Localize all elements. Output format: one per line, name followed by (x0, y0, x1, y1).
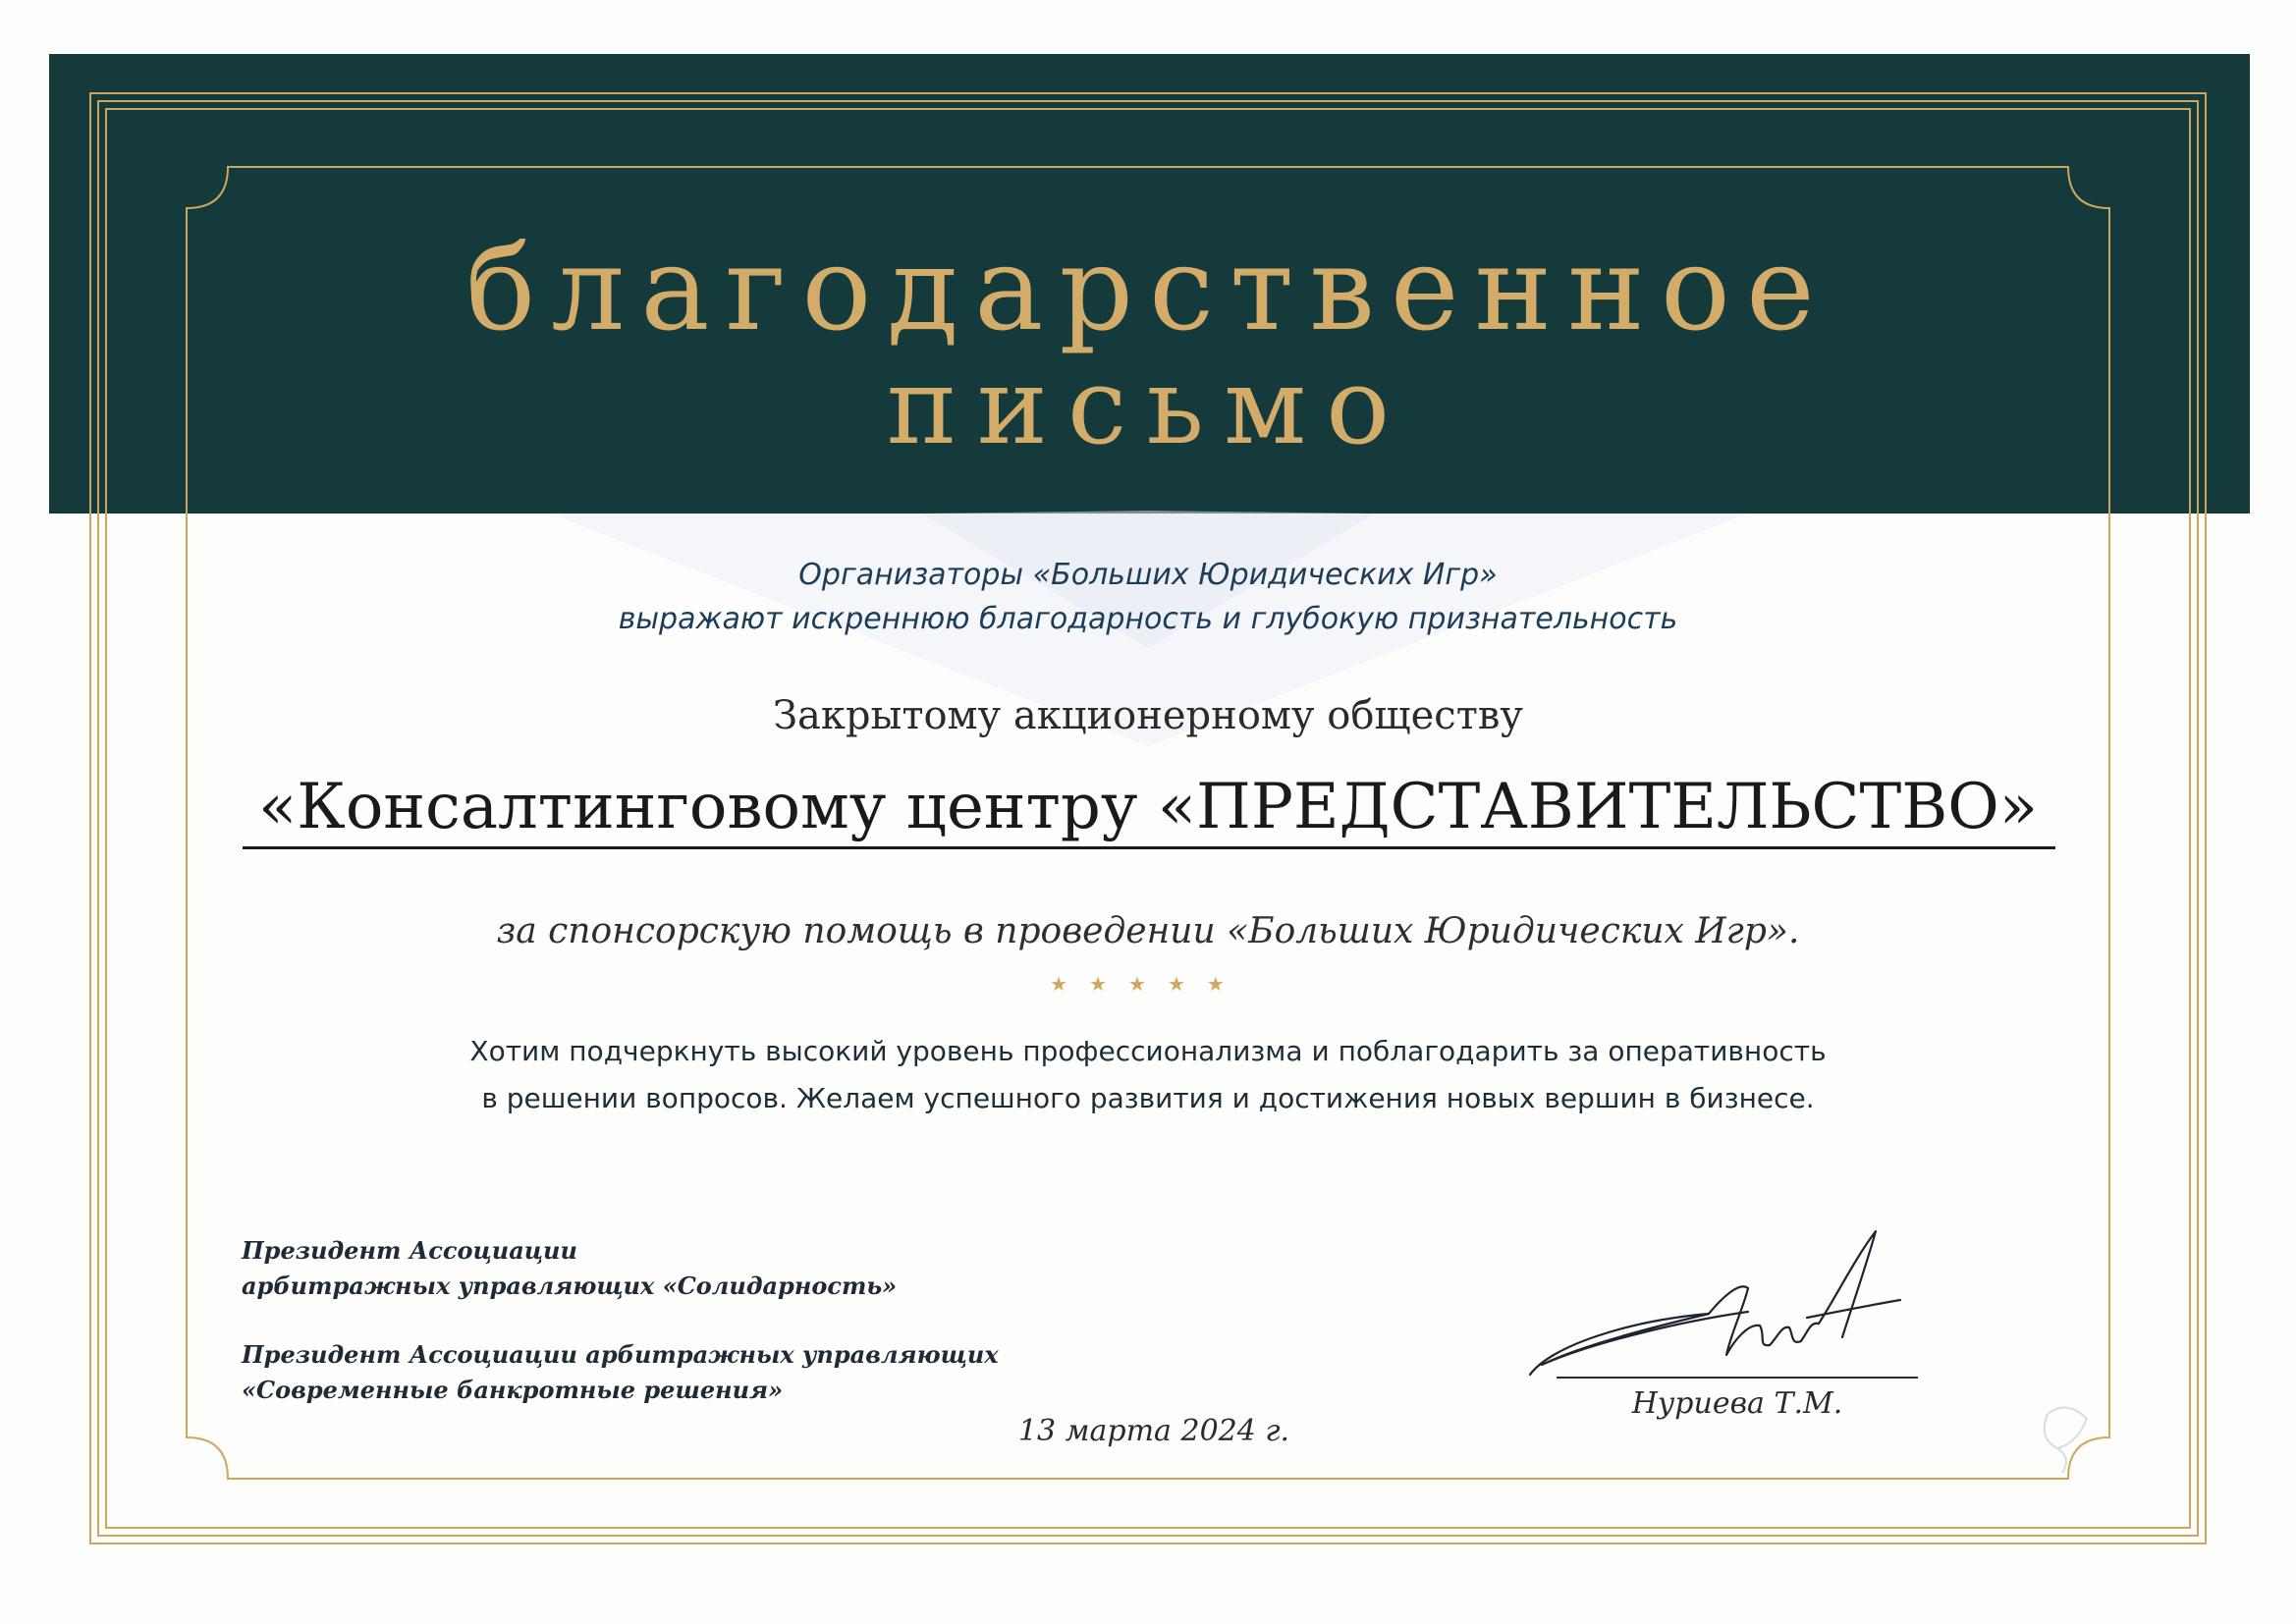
reason-text: за спонсорскую помощь в проведении «Больших Юридических Игр». (496, 911, 1800, 951)
handwritten-signature (1512, 1227, 1925, 1384)
stars-divider: ★★★★★ (1050, 972, 1246, 996)
signatory-name: Нуриева Т.М. (1631, 1386, 1843, 1421)
certificate-title-line-1: благодарственное (465, 221, 1831, 356)
signature-line (1557, 1377, 1918, 1379)
signer-2-title-line-2: «Современные банкротные решения» (242, 1376, 784, 1404)
message-line-1: Хотим подчеркнуть высокий уровень профессионализма и поблагодарить за оперативность (469, 1035, 1827, 1067)
organizers-line-2: выражают искреннюю благодарность и глубокую признательность (618, 602, 1678, 636)
signer-1-title-line-1: Президент Ассоциации (242, 1236, 577, 1265)
organizers-line-1: Организаторы «Больших Юридических Игр» (798, 558, 1498, 592)
message-line-2: в решении вопросов. Желаем успешного развития и достижения новых вершин в бизнесе. (481, 1082, 1815, 1114)
recipient-name: «Консалтинговому центру «ПРЕДСТАВИТЕЛЬСТВО» (258, 771, 2038, 843)
certificate-title-line-2: письмо (886, 346, 1410, 468)
recipient-type: Закрытому акционерному обществу (773, 693, 1523, 738)
issue-date: 13 марта 2024 г. (1017, 1414, 1290, 1448)
signer-1-title-line-2: арбитражных управляющих «Солидарность» (242, 1272, 898, 1300)
signer-2-title-line-1: Президент Ассоциации арбитражных управляющих (242, 1340, 999, 1369)
recipient-underline (243, 846, 2055, 849)
